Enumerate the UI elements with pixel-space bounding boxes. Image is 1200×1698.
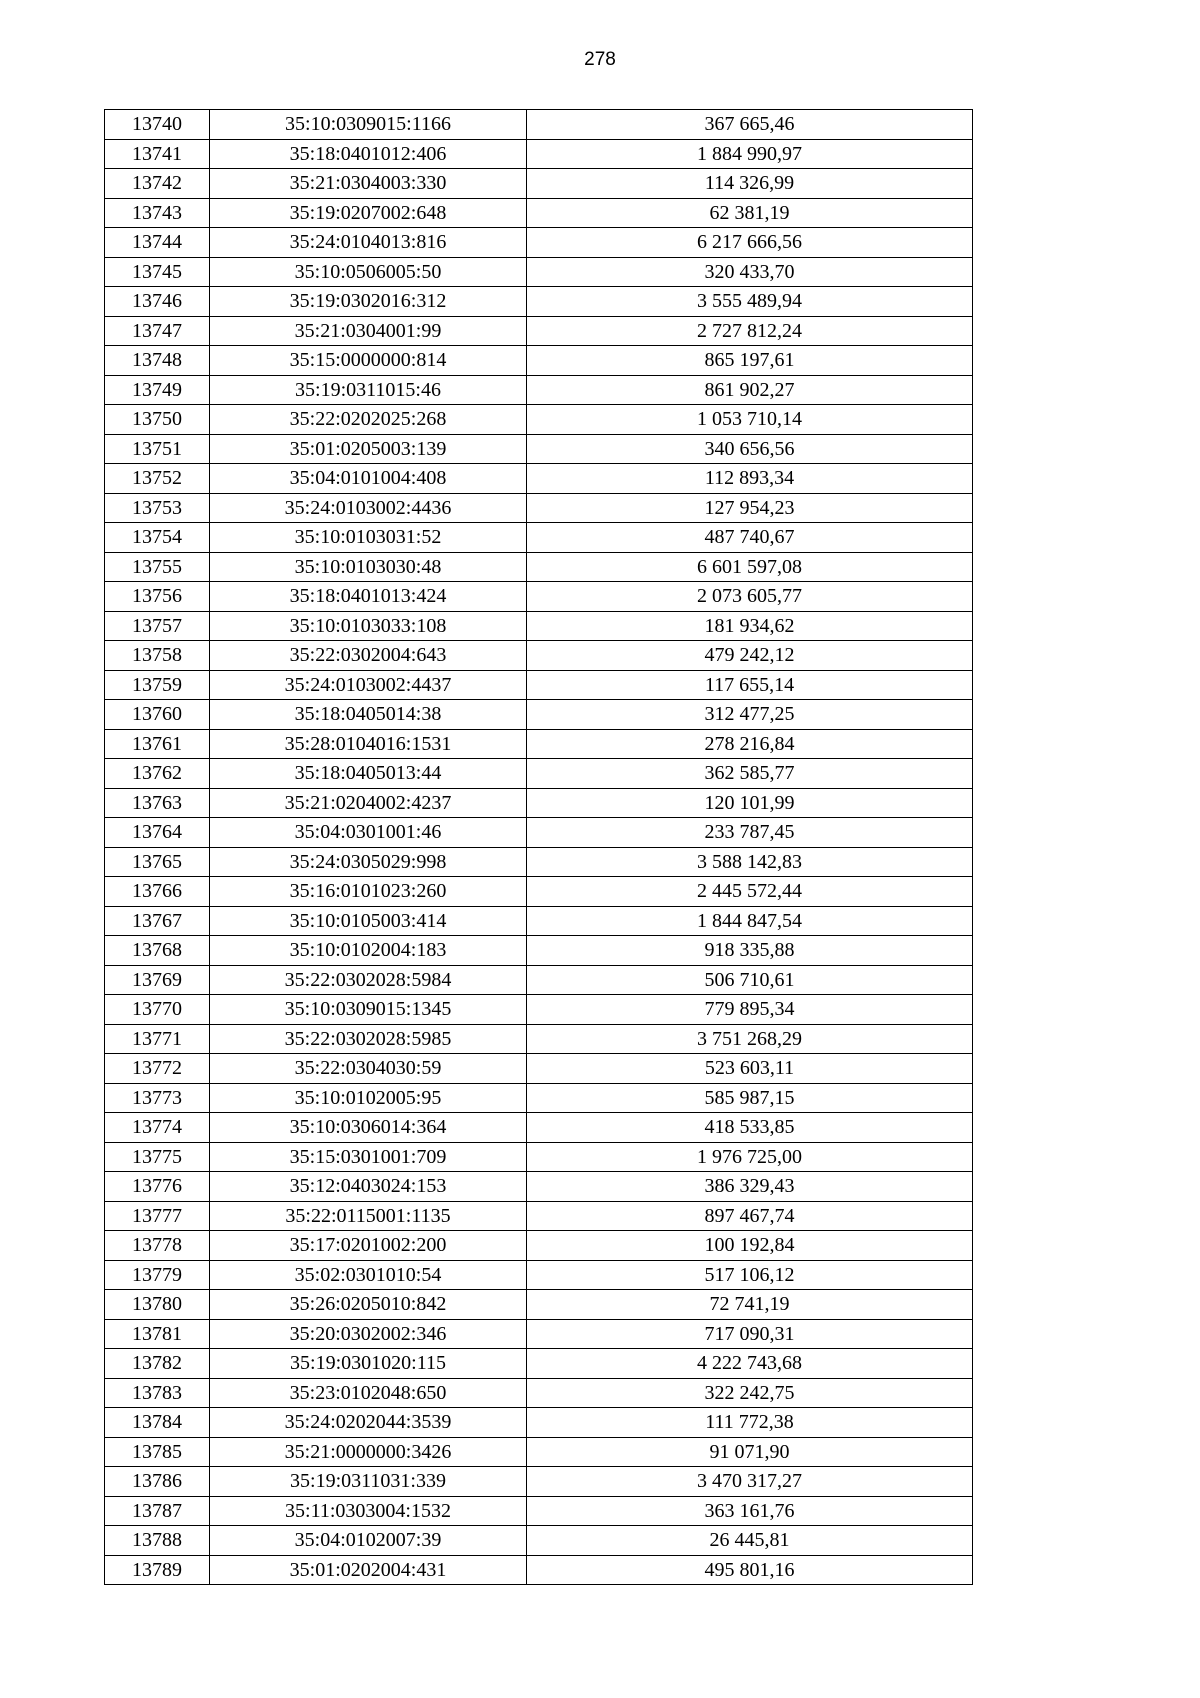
row-number-cell: 13770 — [105, 995, 210, 1025]
cadastral-value-cell: 495 801,16 — [527, 1555, 973, 1585]
cadastral-value-cell: 362 585,77 — [527, 759, 973, 789]
cadastral-value-cell: 312 477,25 — [527, 700, 973, 730]
row-number-cell: 13782 — [105, 1349, 210, 1379]
row-number-cell: 13784 — [105, 1408, 210, 1438]
cadastral-number-cell: 35:19:0301020:115 — [210, 1349, 527, 1379]
cadastral-value-cell: 114 326,99 — [527, 169, 973, 199]
cadastral-value-cell: 100 192,84 — [527, 1231, 973, 1261]
row-number-cell: 13742 — [105, 169, 210, 199]
cadastral-number-cell: 35:10:0103033:108 — [210, 611, 527, 641]
row-number-cell: 13773 — [105, 1083, 210, 1113]
cadastral-number-cell: 35:16:0101023:260 — [210, 877, 527, 907]
cadastral-number-cell: 35:10:0102005:95 — [210, 1083, 527, 1113]
cadastral-number-cell: 35:24:0305029:998 — [210, 847, 527, 877]
cadastral-value-cell: 523 603,11 — [527, 1054, 973, 1084]
cadastral-value-cell: 3 588 142,83 — [527, 847, 973, 877]
row-number-cell: 13777 — [105, 1201, 210, 1231]
cadastral-number-cell: 35:04:0101004:408 — [210, 464, 527, 494]
table-row — [105, 1437, 973, 1467]
table-row — [105, 877, 973, 907]
row-number-cell: 13746 — [105, 287, 210, 317]
table-row — [105, 1201, 973, 1231]
cadastral-value-cell: 717 090,31 — [527, 1319, 973, 1349]
row-number-cell: 13772 — [105, 1054, 210, 1084]
table-row — [105, 1467, 973, 1497]
cadastral-value-table — [104, 109, 973, 1585]
cadastral-number-cell: 35:10:0102004:183 — [210, 936, 527, 966]
cadastral-number-cell: 35:18:0401012:406 — [210, 139, 527, 169]
row-number-cell: 13762 — [105, 759, 210, 789]
cadastral-number-cell: 35:24:0202044:3539 — [210, 1408, 527, 1438]
cadastral-number-cell: 35:17:0201002:200 — [210, 1231, 527, 1261]
cadastral-value-cell: 111 772,38 — [527, 1408, 973, 1438]
cadastral-value-cell: 117 655,14 — [527, 670, 973, 700]
table-row — [105, 1172, 973, 1202]
cadastral-number-cell: 35:22:0302028:5985 — [210, 1024, 527, 1054]
table-row — [105, 906, 973, 936]
row-number-cell: 13787 — [105, 1496, 210, 1526]
row-number-cell: 13785 — [105, 1437, 210, 1467]
cadastral-number-cell: 35:24:0103002:4437 — [210, 670, 527, 700]
row-number-cell: 13750 — [105, 405, 210, 435]
cadastral-value-cell: 233 787,45 — [527, 818, 973, 848]
cadastral-number-cell: 35:18:0405013:44 — [210, 759, 527, 789]
cadastral-value-cell: 479 242,12 — [527, 641, 973, 671]
table-row — [105, 1231, 973, 1261]
row-number-cell: 13743 — [105, 198, 210, 228]
cadastral-number-cell: 35:22:0115001:1135 — [210, 1201, 527, 1231]
table-row — [105, 1054, 973, 1084]
table-row — [105, 523, 973, 553]
cadastral-value-cell: 112 893,34 — [527, 464, 973, 494]
cadastral-number-cell: 35:21:0204002:4237 — [210, 788, 527, 818]
table-row — [105, 552, 973, 582]
table-row — [105, 1408, 973, 1438]
cadastral-value-cell: 127 954,23 — [527, 493, 973, 523]
row-number-cell: 13748 — [105, 346, 210, 376]
table-row — [105, 818, 973, 848]
table-row — [105, 169, 973, 199]
cadastral-number-cell: 35:21:0304003:330 — [210, 169, 527, 199]
page-number: 278 — [584, 49, 616, 70]
cadastral-value-cell: 2 445 572,44 — [527, 877, 973, 907]
table-row — [105, 493, 973, 523]
row-number-cell: 13765 — [105, 847, 210, 877]
row-number-cell: 13778 — [105, 1231, 210, 1261]
row-number-cell: 13771 — [105, 1024, 210, 1054]
table-row — [105, 995, 973, 1025]
table-row — [105, 1260, 973, 1290]
row-number-cell: 13776 — [105, 1172, 210, 1202]
row-number-cell: 13766 — [105, 877, 210, 907]
row-number-cell: 13745 — [105, 257, 210, 287]
table-row — [105, 316, 973, 346]
table-row — [105, 1526, 973, 1556]
cadastral-value-cell: 6 601 597,08 — [527, 552, 973, 582]
cadastral-value-cell: 322 242,75 — [527, 1378, 973, 1408]
row-number-cell: 13754 — [105, 523, 210, 553]
row-number-cell: 13749 — [105, 375, 210, 405]
cadastral-number-cell: 35:01:0202004:431 — [210, 1555, 527, 1585]
table-body — [105, 110, 973, 1585]
row-number-cell: 13767 — [105, 906, 210, 936]
cadastral-number-cell: 35:22:0304030:59 — [210, 1054, 527, 1084]
table-row — [105, 611, 973, 641]
cadastral-number-cell: 35:20:0302002:346 — [210, 1319, 527, 1349]
cadastral-value-cell: 26 445,81 — [527, 1526, 973, 1556]
cadastral-value-cell: 278 216,84 — [527, 729, 973, 759]
table-row — [105, 700, 973, 730]
cadastral-number-cell: 35:21:0304001:99 — [210, 316, 527, 346]
cadastral-number-cell: 35:22:0302004:643 — [210, 641, 527, 671]
row-number-cell: 13757 — [105, 611, 210, 641]
cadastral-value-cell: 918 335,88 — [527, 936, 973, 966]
table-row — [105, 405, 973, 435]
cadastral-number-cell: 35:04:0102007:39 — [210, 1526, 527, 1556]
row-number-cell: 13783 — [105, 1378, 210, 1408]
table-row — [105, 228, 973, 258]
cadastral-value-cell: 91 071,90 — [527, 1437, 973, 1467]
table-row — [105, 375, 973, 405]
cadastral-number-cell: 35:10:0506005:50 — [210, 257, 527, 287]
cadastral-number-cell: 35:21:0000000:3426 — [210, 1437, 527, 1467]
row-number-cell: 13779 — [105, 1260, 210, 1290]
cadastral-value-cell: 1 884 990,97 — [527, 139, 973, 169]
cadastral-number-cell: 35:28:0104016:1531 — [210, 729, 527, 759]
row-number-cell: 13789 — [105, 1555, 210, 1585]
table-row — [105, 198, 973, 228]
table-row — [105, 670, 973, 700]
row-number-cell: 13756 — [105, 582, 210, 612]
table-row — [105, 965, 973, 995]
row-number-cell: 13759 — [105, 670, 210, 700]
row-number-cell: 13764 — [105, 818, 210, 848]
cadastral-number-cell: 35:19:0207002:648 — [210, 198, 527, 228]
row-number-cell: 13760 — [105, 700, 210, 730]
row-number-cell: 13769 — [105, 965, 210, 995]
row-number-cell: 13788 — [105, 1526, 210, 1556]
table-row — [105, 847, 973, 877]
table-row — [105, 110, 973, 140]
row-number-cell: 13758 — [105, 641, 210, 671]
table-row — [105, 139, 973, 169]
cadastral-number-cell: 35:10:0105003:414 — [210, 906, 527, 936]
row-number-cell: 13763 — [105, 788, 210, 818]
cadastral-value-cell: 367 665,46 — [527, 110, 973, 140]
cadastral-number-cell: 35:18:0401013:424 — [210, 582, 527, 612]
cadastral-number-cell: 35:10:0309015:1166 — [210, 110, 527, 140]
row-number-cell: 13747 — [105, 316, 210, 346]
cadastral-value-cell: 120 101,99 — [527, 788, 973, 818]
cadastral-number-cell: 35:26:0205010:842 — [210, 1290, 527, 1320]
cadastral-value-cell: 3 555 489,94 — [527, 287, 973, 317]
table-row — [105, 641, 973, 671]
cadastral-number-cell: 35:23:0102048:650 — [210, 1378, 527, 1408]
row-number-cell: 13753 — [105, 493, 210, 523]
cadastral-value-cell: 181 934,62 — [527, 611, 973, 641]
cadastral-value-cell: 363 161,76 — [527, 1496, 973, 1526]
cadastral-number-cell: 35:18:0405014:38 — [210, 700, 527, 730]
table-row — [105, 287, 973, 317]
cadastral-number-cell: 35:02:0301010:54 — [210, 1260, 527, 1290]
cadastral-number-cell: 35:10:0103031:52 — [210, 523, 527, 553]
cadastral-value-cell: 506 710,61 — [527, 965, 973, 995]
row-number-cell: 13755 — [105, 552, 210, 582]
row-number-cell: 13740 — [105, 110, 210, 140]
row-number-cell: 13752 — [105, 464, 210, 494]
row-number-cell: 13780 — [105, 1290, 210, 1320]
table-row — [105, 936, 973, 966]
cadastral-number-cell: 35:10:0309015:1345 — [210, 995, 527, 1025]
row-number-cell: 13768 — [105, 936, 210, 966]
row-number-cell: 13741 — [105, 139, 210, 169]
table-row — [105, 1142, 973, 1172]
table-row — [105, 1024, 973, 1054]
cadastral-value-cell: 865 197,61 — [527, 346, 973, 376]
table-row — [105, 1113, 973, 1143]
cadastral-value-cell: 1 976 725,00 — [527, 1142, 973, 1172]
cadastral-number-cell: 35:24:0104013:816 — [210, 228, 527, 258]
cadastral-value-cell: 3 751 268,29 — [527, 1024, 973, 1054]
cadastral-number-cell: 35:19:0302016:312 — [210, 287, 527, 317]
cadastral-value-cell: 2 073 605,77 — [527, 582, 973, 612]
cadastral-value-cell: 2 727 812,24 — [527, 316, 973, 346]
cadastral-number-cell: 35:22:0302028:5984 — [210, 965, 527, 995]
cadastral-value-cell: 4 222 743,68 — [527, 1349, 973, 1379]
row-number-cell: 13775 — [105, 1142, 210, 1172]
table-row — [105, 788, 973, 818]
cadastral-value-cell: 487 740,67 — [527, 523, 973, 553]
cadastral-number-cell: 35:04:0301001:46 — [210, 818, 527, 848]
cadastral-number-cell: 35:10:0306014:364 — [210, 1113, 527, 1143]
cadastral-value-cell: 585 987,15 — [527, 1083, 973, 1113]
cadastral-number-cell: 35:12:0403024:153 — [210, 1172, 527, 1202]
cadastral-value-cell: 1 844 847,54 — [527, 906, 973, 936]
row-number-cell: 13761 — [105, 729, 210, 759]
row-number-cell: 13744 — [105, 228, 210, 258]
table-row — [105, 1555, 973, 1585]
cadastral-value-cell: 320 433,70 — [527, 257, 973, 287]
cadastral-value-cell: 418 533,85 — [527, 1113, 973, 1143]
table-row — [105, 1496, 973, 1526]
row-number-cell: 13786 — [105, 1467, 210, 1497]
row-number-cell: 13774 — [105, 1113, 210, 1143]
cadastral-number-cell: 35:15:0301001:709 — [210, 1142, 527, 1172]
cadastral-value-cell: 517 106,12 — [527, 1260, 973, 1290]
table-row — [105, 1378, 973, 1408]
cadastral-value-cell: 861 902,27 — [527, 375, 973, 405]
table-row — [105, 759, 973, 789]
cadastral-value-cell: 779 895,34 — [527, 995, 973, 1025]
cadastral-number-cell: 35:19:0311015:46 — [210, 375, 527, 405]
table-row — [105, 257, 973, 287]
cadastral-value-cell: 1 053 710,14 — [527, 405, 973, 435]
row-number-cell: 13751 — [105, 434, 210, 464]
cadastral-value-cell: 72 741,19 — [527, 1290, 973, 1320]
cadastral-value-cell: 6 217 666,56 — [527, 228, 973, 258]
cadastral-value-cell: 897 467,74 — [527, 1201, 973, 1231]
cadastral-value-cell: 340 656,56 — [527, 434, 973, 464]
cadastral-number-cell: 35:10:0103030:48 — [210, 552, 527, 582]
table-row — [105, 434, 973, 464]
cadastral-number-cell: 35:11:0303004:1532 — [210, 1496, 527, 1526]
cadastral-value-cell: 3 470 317,27 — [527, 1467, 973, 1497]
table-row — [105, 1290, 973, 1320]
table-row — [105, 346, 973, 376]
cadastral-number-cell: 35:01:0205003:139 — [210, 434, 527, 464]
table-row — [105, 729, 973, 759]
table-row — [105, 1083, 973, 1113]
table-row — [105, 1319, 973, 1349]
cadastral-number-cell: 35:22:0202025:268 — [210, 405, 527, 435]
cadastral-number-cell: 35:24:0103002:4436 — [210, 493, 527, 523]
cadastral-value-cell: 62 381,19 — [527, 198, 973, 228]
table-row — [105, 1349, 973, 1379]
row-number-cell: 13781 — [105, 1319, 210, 1349]
cadastral-value-cell: 386 329,43 — [527, 1172, 973, 1202]
cadastral-number-cell: 35:19:0311031:339 — [210, 1467, 527, 1497]
table-row — [105, 464, 973, 494]
table-row — [105, 582, 973, 612]
cadastral-number-cell: 35:15:0000000:814 — [210, 346, 527, 376]
